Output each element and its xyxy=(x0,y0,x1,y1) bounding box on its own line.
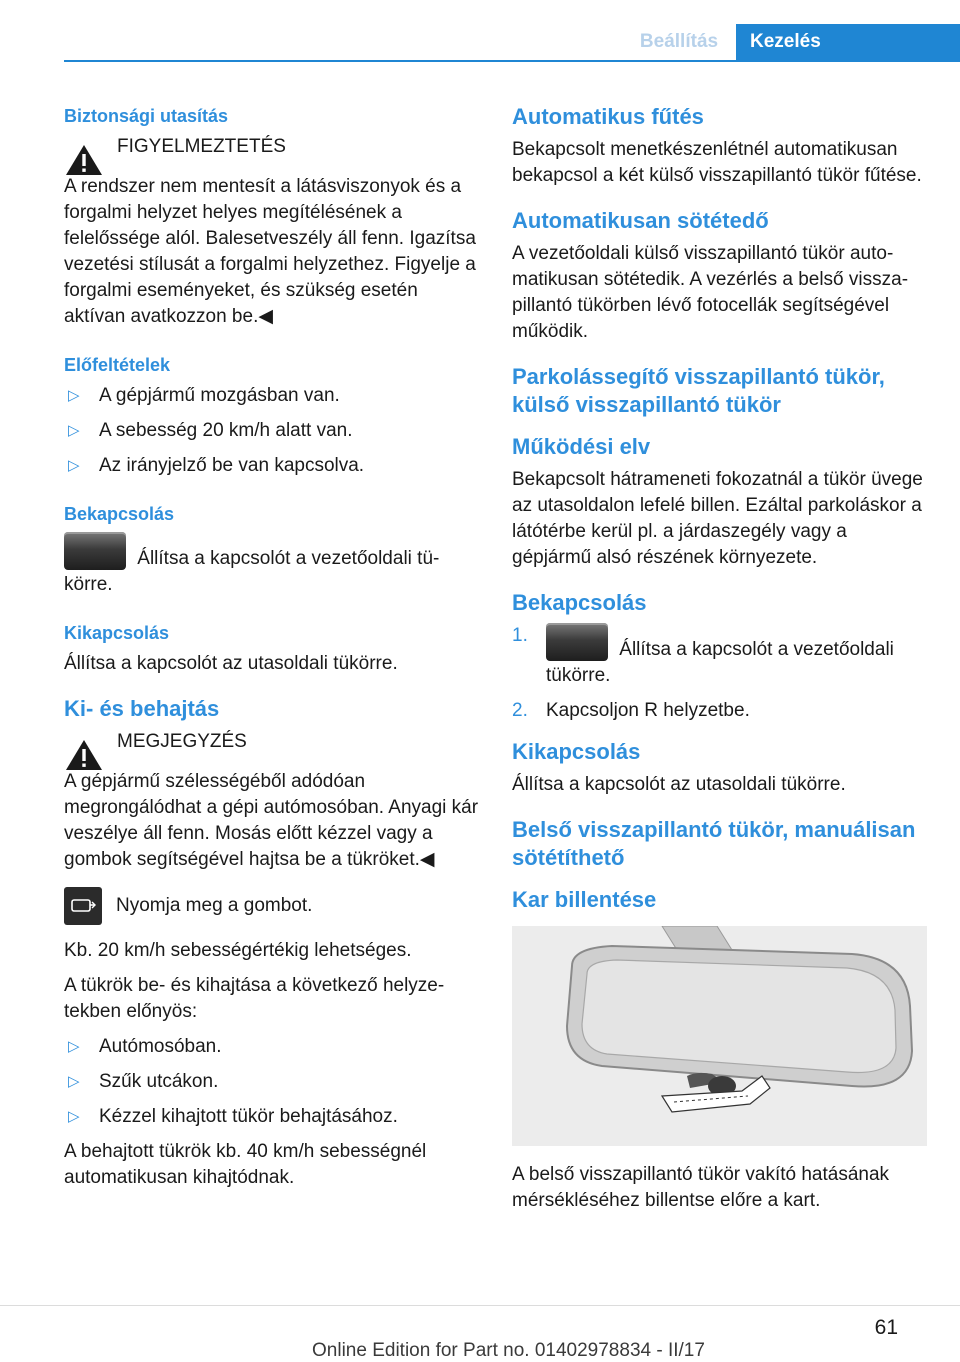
prerequisites-list xyxy=(64,383,479,479)
list-item: ▷ A sebesség 20 km/h alatt van. xyxy=(64,418,479,444)
warning-triangle-icon xyxy=(64,737,104,773)
manual-dimming-heading: Belső visszapillantó tükör, manuálisan sötétíthető xyxy=(512,817,916,870)
activation-text: Állítsa a kapcsolót a vezetőoldali tükörre. xyxy=(64,532,479,598)
advantage-list xyxy=(64,1034,479,1130)
list-item: ▷ Kézzel kihajtott tükör behajtásához. xyxy=(64,1104,479,1130)
list-item: ▷ A gépjármű mozgásban van. xyxy=(64,383,479,409)
list-item: ▷ Az irányjelző be van kapcsolva. xyxy=(64,453,479,479)
speed-text: Kb. 20 km/h sebességértékig lehetséges. xyxy=(64,940,412,961)
warning-text: A rendszer nem mentesít a látásviszonyok és a forgalmi helyzet helyes megítélésének a felelőssége alól. Balesetveszély áll fenn. Igazítsa vezetési stílusát a forgalmi helyzethez. Figyelje a forgalmi eseményeket, és szükség esetén aktívan avatkozzon be.◀ xyxy=(64,176,476,327)
footer-divider xyxy=(0,1305,960,1306)
bullet-triangle-icon: ▷ xyxy=(68,1073,80,1090)
deactivation-text: Állítsa a kapcsolót az utasoldali tükörre. xyxy=(64,653,398,674)
dimming-text: A vezetőoldali külső visszapillantó tükör automatikusan sötétedik. A vezérlés a belső visszapillantó tükörben lévő fotocellák segítségével működik. xyxy=(512,243,909,342)
activation-heading: Bekapcsolás xyxy=(64,504,175,524)
note-text: A gépjármű szélességéből adódóan megrongálódhat a gépi autómosóban. Anyagi kár veszélye áll fenn. Mosás előtt kézzel vagy a gombok segítségével hajtsa be a tükröket.◀ xyxy=(64,771,479,870)
list-item: ▷ Autómosóban. xyxy=(64,1034,479,1060)
deactivation-heading: Kikapcsolás xyxy=(64,623,170,643)
bullet-triangle-icon: ▷ xyxy=(68,1108,80,1125)
mirror-switch-icon xyxy=(64,532,126,570)
tab-setup[interactable]: Beállítás xyxy=(639,31,719,52)
page-number: 61 xyxy=(874,1316,898,1339)
tab-operation[interactable]: Kezelés xyxy=(736,24,960,60)
prerequisites-heading: Előfeltételek xyxy=(64,355,171,375)
deactivation-text-right: Állítsa a kapcsolót az utasoldali tükörre. xyxy=(512,774,846,795)
rearview-mirror-illustration xyxy=(512,926,927,1146)
principle-heading: Működési elv xyxy=(512,434,651,459)
mirror-switch-icon xyxy=(546,623,608,661)
activation-steps xyxy=(512,623,927,724)
list-item: ▷ Szűk utcákon. xyxy=(64,1069,479,1095)
heating-text: Bekapcsolt menetkészenlétnél automatikusan bekapcsol a két külső visszapillantó tükör fűtése. xyxy=(512,139,922,186)
warning-title: FIGYELMEZTETÉS xyxy=(117,136,286,157)
right-column xyxy=(512,103,927,1223)
warning-block xyxy=(64,134,479,178)
lever-heading: Kar billentése xyxy=(512,887,657,912)
safety-heading: Biztonsági utasítás xyxy=(64,106,229,126)
note-block xyxy=(64,729,479,773)
bullet-triangle-icon: ▷ xyxy=(68,387,80,404)
bullet-triangle-icon: ▷ xyxy=(68,422,80,439)
left-column xyxy=(64,103,479,1200)
list-item: 1. Állítsa a kapcsolót a vezetőoldali tükörre. xyxy=(512,625,894,686)
principle-text: Bekapcsolt hátrameneti fokozatnál a tükör üvege az utasoldalon lefelé billen. Ezáltal parkoláskor a látótérbe kerül pl. a járdaszegély vagy a gépjármű alsó részének környezete. xyxy=(512,469,923,568)
list-item: 2. Kapcsoljon R helyzetbe. xyxy=(512,700,750,721)
note-title: MEGJEGYZÉS xyxy=(117,731,247,752)
edition-text: Online Edition for Part no. 01402978834 - II/17 xyxy=(312,1340,705,1361)
warning-triangle-icon xyxy=(64,142,104,178)
auto-unfold-text: A behajtott tükrök kb. 40 km/h sebességnél automatikusan kihajtódnak. xyxy=(64,1141,427,1188)
parking-mirror-heading: Parkolássegítő visszapillantó tükör, külső visszapillantó tükör xyxy=(512,364,885,417)
mirror-fold-button-icon xyxy=(64,887,102,925)
rearview-mirror-icon xyxy=(512,926,927,1146)
dimming-heading: Automatikusan sötétedő xyxy=(512,208,769,233)
heating-heading: Automatikus fűtés xyxy=(512,104,704,129)
lever-text: A belső visszapillantó tükör vakító hatásának mérsékléséhez billentse előre a kart. xyxy=(512,1164,890,1211)
button-instruction: Nyomja meg a gombot. xyxy=(116,895,313,916)
bullet-triangle-icon: ▷ xyxy=(68,457,80,474)
header-divider xyxy=(64,60,960,62)
bullet-triangle-icon: ▷ xyxy=(68,1038,80,1055)
fold-button-row xyxy=(64,887,479,928)
deactivation-heading-right: Kikapcsolás xyxy=(512,739,641,764)
activation-heading-right: Bekapcsolás xyxy=(512,590,647,615)
advantage-text: A tükrök be- és kihajtása a következő helyzetekben előnyös: xyxy=(64,975,445,1022)
folding-heading: Ki- és behajtás xyxy=(64,696,220,721)
